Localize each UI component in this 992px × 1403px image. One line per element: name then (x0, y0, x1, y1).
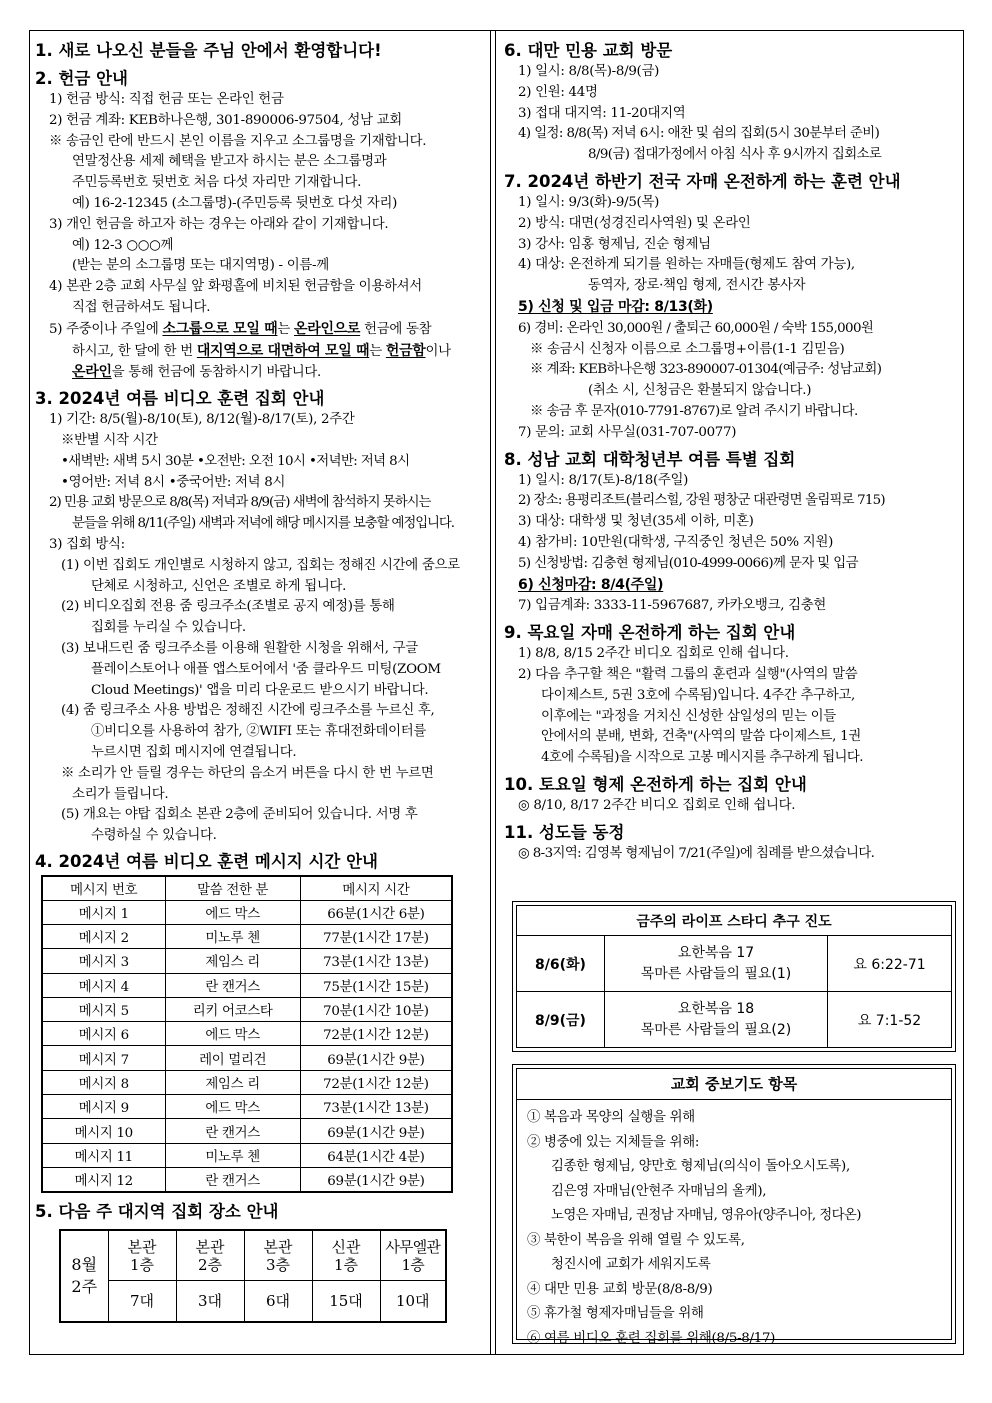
left-column (35, 37, 485, 1323)
training-line: (3) 보내드린 줌 링크주소를 이용해 원활한 시청을 위해서, 구글 (61, 640, 418, 656)
table-cell: 에드 막스 (165, 1095, 300, 1119)
place-value: 10대 (380, 1281, 446, 1322)
table-cell: 레이 멀리건 (165, 1046, 300, 1070)
table-header: 메시지 시간 (300, 876, 452, 900)
table-cell: 메시지 8 (42, 1070, 165, 1094)
thursday-meeting-line: 다이제스트, 5권 3호에 수록됨)입니다. 4주간 추구하고, (541, 687, 855, 703)
place-header: 본관 2층 (176, 1230, 244, 1281)
place-header: 사무엘관 1층 (380, 1230, 446, 1281)
thursday-meeting-line: 2) 다음 추구할 책은 "활력 그룹의 훈련과 실행"(사역의 말씀 (518, 666, 858, 682)
table-header-row (42, 876, 452, 900)
table-row (42, 1046, 452, 1070)
sisters-training-line: 2) 방식: 대면(성경진리사역원) 및 온라인 (518, 215, 751, 231)
table-cell: 64분(1시간 4분) (300, 1143, 452, 1167)
section-5-title: 5. 다음 주 대지역 집회 장소 안내 (35, 1201, 279, 1221)
training-line: ①비디오를 사용하여 참가, ②WIFI 또는 휴대전화데이터를 (91, 724, 427, 740)
offering-line: 하시고, 한 달에 한 번 대지역으로 대면하여 모일 때는 헌금함이나 (72, 342, 451, 359)
offering-line: 예) 16-2-12345 (소그룹명)-(주민등록 뒷번호 다섯 자리) (72, 195, 397, 211)
table-cell: 메시지 5 (42, 997, 165, 1021)
sisters-training-line: (취소 시, 신청금은 환불되지 않습니다.) (588, 383, 812, 399)
section-6-title: 6. 대만 민용 교회 방문 (504, 41, 673, 60)
training-line: 누르시면 집회 메시지에 연결됩니다. (91, 744, 297, 760)
meeting-place-table (59, 1229, 447, 1323)
training-line: (2) 비디오집회 전용 줌 링크주소(조별로 공지 예정)를 통해 (61, 599, 395, 615)
visit-line: 2) 인원: 44명 (518, 84, 598, 100)
place-value: 6대 (244, 1281, 312, 1322)
table-cell: 메시지 4 (42, 973, 165, 997)
training-line: (1) 이번 집회도 개인별로 시청하지 않고, 집회는 정해진 시간에 줌으로 (61, 557, 460, 573)
sisters-training-deadline: 5) 신청 및 입금 마감: 8/13(화) (518, 298, 713, 315)
youth-meeting-deadline: 6) 신청마감: 8/4(주일) (518, 576, 664, 593)
offering-line: 직접 헌금하셔도 됩니다. (72, 299, 211, 315)
table-row (42, 1070, 452, 1094)
offering-line: 2) 헌금 계좌: KEB하나은행, 301-890006-97504, 성남 교회 (49, 112, 402, 128)
sisters-training-line: 6) 경비: 온라인 30,000원 / 출퇴근 60,000원 / 숙박 155,000원 (518, 320, 874, 336)
place-header: 신관 1층 (312, 1230, 380, 1281)
study-ref: 요 6:22-71 (828, 936, 952, 992)
table-cell: 73분(1시간 13분) (300, 1095, 452, 1119)
study-date: 8/9(금) (517, 992, 605, 1048)
study-topic: 요한복음 18 목마른 사람들의 필요(2) (605, 992, 828, 1048)
visit-line: 1) 일시: 8/8(목)-8/9(금) (518, 64, 660, 79)
sisters-training-line: 4) 대상: 온전하게 되기를 원하는 자매들(형제도 참여 가능), (518, 257, 855, 273)
life-study-table (516, 905, 952, 1048)
section-3-title: 3. 2024년 여름 비디오 훈련 집회 안내 (35, 389, 325, 409)
table-cell: 메시지 2 (42, 924, 165, 948)
table-cell: 메시지 1 (42, 900, 165, 924)
table-cell: 75분(1시간 15분) (300, 973, 452, 997)
visit-line: 8/9(금) 접대가정에서 아침 식사 후 9시까지 집회소로 (588, 147, 882, 163)
offering-line: 주민등록번호 뒷번호 처음 다섯 자리만 기재합니다. (72, 175, 362, 191)
place-value: 3대 (176, 1281, 244, 1322)
visit-line: 4) 일정: 8/8(목) 저녁 6시: 애찬 및 쉼의 집회(5시 30분부터 준비) (518, 126, 880, 142)
life-study-box (512, 901, 956, 1052)
table-row (42, 900, 452, 924)
column-divider (495, 31, 496, 1354)
youth-meeting-line: 5) 신청방법: 김충현 형제님(010-4999-0066)께 문자 및 입금 (518, 555, 858, 571)
sisters-training-line: ※ 송금시 신청자 이름으로 소그룹명+이름(1-1 김믿음) (530, 341, 845, 357)
table-cell: 란 캔거스 (165, 1167, 300, 1191)
section-11-title: 11. 성도들 동정 (504, 822, 625, 842)
visit-line: 3) 접대 대지역: 11-20대지역 (518, 105, 686, 121)
table-row (42, 1095, 452, 1119)
table-cell: 메시지 12 (42, 1167, 165, 1191)
table-cell: 72분(1시간 12분) (300, 1022, 452, 1046)
sisters-training-line: 7) 문의: 교회 사무실(031-707-0077) (518, 424, 737, 440)
right-column (504, 37, 960, 1346)
thursday-meeting-line: 안에서의 분배, 변화, 건축"(사역의 말씀 다이제스트, 1권 (541, 729, 861, 745)
sisters-training-line: ※ 송금 후 문자(010-7791-8767)로 알려 주시기 바랍니다. (530, 403, 858, 419)
section-4-title: 4. 2024년 여름 비디오 훈련 메시지 시간 안내 (35, 851, 378, 871)
offering-line: (받는 분의 소그룹명 또는 대지역명) - 이름-께 (72, 258, 329, 274)
youth-meeting-line: 7) 입금계좌: 3333-11-5967687, 카카오뱅크, 김충현 (518, 598, 827, 614)
training-line: 3) 집회 방식: (49, 536, 125, 552)
table-cell: 메시지 7 (42, 1046, 165, 1070)
thursday-meeting-line: 이후에는 "과정을 거치신 신성한 삼일성의 믿는 이들 (541, 708, 836, 724)
table-cell: 메시지 11 (42, 1143, 165, 1167)
study-ref: 요 7:1-52 (828, 992, 952, 1048)
youth-meeting-line: 4) 참가비: 10만원(대학생, 구직중인 청년은 50% 지원) (518, 534, 834, 550)
training-line: Cloud Meetings)' 앱을 미리 다운로드 받으시기 바랍니다. (91, 682, 429, 698)
table-cell: 73분(1시간 13분) (300, 949, 452, 973)
training-line: (4) 줌 링크주소 사용 방법은 정해진 시간에 링크주소를 누르신 후, (61, 703, 435, 719)
table-cell: 미노루 첸 (165, 1143, 300, 1167)
table-cell: 69분(1시간 9분) (300, 1046, 452, 1070)
prayer-item: ① 복음과 목양의 실행을 위해 (527, 1110, 695, 1125)
table-cell: 에드 막스 (165, 900, 300, 924)
study-date: 8/6(화) (517, 936, 605, 992)
training-line: ※반별 시작 시간 (61, 432, 158, 448)
youth-meeting-line: 3) 대상: 대학생 및 청년(35세 이하, 미혼) (518, 514, 754, 530)
table-cell: 메시지 3 (42, 949, 165, 973)
table-row (42, 997, 452, 1021)
column-divider (490, 31, 491, 1354)
section-2-title: 2. 헌금 안내 (35, 69, 128, 88)
training-line: 분들을 위해 8/11(주일) 새벽과 저녁에 해당 메시지를 보충할 예정입니다. (72, 516, 454, 532)
table-cell: 란 캔거스 (165, 973, 300, 997)
table-cell: 72분(1시간 12분) (300, 1070, 452, 1094)
training-line: 집회를 누리실 수 있습니다. (91, 620, 246, 636)
place-header: 본관 1층 (108, 1230, 176, 1281)
table-header: 메시지 번호 (42, 876, 165, 900)
saturday-meeting-line: ◎ 8/10, 8/17 2주간 비디오 집회로 인해 쉽니다. (518, 797, 796, 813)
offering-line: 5) 주중이나 주일에 소그룹으로 모일 때는 온라인으로 헌금에 동참 (49, 320, 432, 337)
sisters-training-line: 동역자, 장로·책임 형제, 전시간 봉사자 (588, 278, 806, 294)
table-cell: 란 캔거스 (165, 1119, 300, 1143)
table-row (42, 1143, 452, 1167)
message-time-table (41, 875, 453, 1193)
prayer-item: ⑤ 휴가철 형제자매님들을 위해 (527, 1306, 704, 1321)
youth-meeting-line: 1) 일시: 8/17(토)-8/18(주일) (518, 472, 689, 488)
training-line: •영어반: 저녁 8시 •중국어반: 저녁 8시 (61, 474, 286, 490)
table-cell: 리키 어코스타 (165, 997, 300, 1021)
table-cell: 에드 막스 (165, 1022, 300, 1046)
table-header: 말씀 전한 분 (165, 876, 300, 900)
table-row (42, 1119, 452, 1143)
training-line: 1) 기간: 8/5(월)-8/10(토), 8/12(월)-8/17(토), 2주간 (49, 412, 355, 428)
table-cell: 메시지 6 (42, 1022, 165, 1046)
section-7-title: 7. 2024년 하반기 전국 자매 온전하게 하는 훈련 안내 (504, 171, 901, 191)
table-cell: 66분(1시간 6분) (300, 900, 452, 924)
place-value: 15대 (312, 1281, 380, 1322)
sisters-training-line: 1) 일시: 9/3(화)-9/5(목) (518, 194, 660, 210)
life-study-title: 금주의 라이프 스타디 추구 진도 (517, 906, 952, 936)
table-cell: 69분(1시간 9분) (300, 1119, 452, 1143)
offering-line: 4) 본관 2층 교회 사무실 앞 화평홀에 비치된 헌금함을 이용하셔서 (49, 279, 422, 295)
month-week-cell: 8월 2주 (60, 1230, 108, 1322)
section-1-title: 1. 새로 나오신 분들을 주님 안에서 환영합니다! (35, 41, 382, 60)
table-row (42, 1022, 452, 1046)
training-line: 수령하실 수 있습니다. (91, 828, 217, 844)
prayer-item: ⑥ 여름 비디오 훈련 집회를 위해(8/5-8/17) (527, 1330, 776, 1346)
prayer-title: 교회 중보기도 항목 (517, 1069, 951, 1100)
place-value: 7대 (108, 1281, 176, 1322)
table-cell: 미노루 첸 (165, 924, 300, 948)
prayer-item: ③ 북한이 복음을 위해 열릴 수 있도록, (527, 1232, 745, 1248)
training-line: (5) 개요는 야탑 집회소 본관 2층에 준비되어 있습니다. 서명 후 (61, 807, 418, 823)
prayer-item: ④ 대만 민용 교회 방문(8/8-8/9) (527, 1281, 713, 1297)
sisters-training-line: 3) 강사: 임홍 형제님, 진순 형제님 (518, 236, 711, 252)
bulletin-page (29, 30, 964, 1355)
prayer-item: 김은영 자매님(안현주 자매님의 올케), (551, 1183, 767, 1199)
sisters-training-line: ※ 계좌: KEB하나은행 323-890007-01304(예금주: 성남교회) (530, 362, 882, 378)
table-cell: 70분(1시간 10분) (300, 997, 452, 1021)
offering-line: 연말정산용 세제 혜택을 받고자 하시는 분은 소그룹명과 (72, 154, 387, 170)
table-cell: 77분(1시간 17분) (300, 924, 452, 948)
table-row (42, 973, 452, 997)
table-cell: 제임스 리 (165, 1070, 300, 1094)
table-row (42, 924, 452, 948)
table-cell: 69분(1시간 9분) (300, 1167, 452, 1191)
prayer-item: 청진시에 교회가 세워지도록 (551, 1257, 711, 1272)
training-line: •새벽반: 새벽 5시 30분 •오전반: 오전 10시 •저녁반: 저녁 8시 (61, 453, 410, 469)
table-row (42, 949, 452, 973)
thursday-meeting-line: 1) 8/8, 8/15 2주간 비디오 집회로 인해 쉽니다. (518, 646, 789, 662)
prayer-item: ② 병중에 있는 지체들을 위해: (527, 1134, 700, 1150)
section-9-title: 9. 목요일 자매 온전하게 하는 집회 안내 (504, 623, 796, 643)
training-line: 2) 민용 교회 방문으로 8/8(목) 저녁과 8/9(금) 새벽에 참석하지 못하시는 (49, 495, 431, 511)
offering-line: 온라인을 통해 헌금에 동참하시기 바랍니다. (72, 364, 321, 381)
training-line: ※ 소리가 안 들릴 경우는 하단의 음소거 버튼을 다시 한 번 누르면 (61, 765, 434, 781)
study-topic: 요한복음 17 목마른 사람들의 필요(1) (605, 936, 828, 992)
table-cell: 메시지 9 (42, 1095, 165, 1119)
saints-news-line: ◎ 8-3지역: 김영복 형제님이 7/21(주일)에 침례를 받으셨습니다. (518, 845, 875, 861)
table-cell: 제임스 리 (165, 949, 300, 973)
training-line: 단체로 시청하고, 신언은 조별로 하게 됩니다. (91, 578, 347, 594)
table-cell: 메시지 10 (42, 1119, 165, 1143)
prayer-list (517, 1100, 951, 1351)
training-line: 소리가 들립니다. (72, 786, 169, 802)
offering-line: 예) 12-3 ○○○께 (72, 237, 174, 253)
prayer-box (512, 1064, 956, 1344)
prayer-item: 김종한 형제님, 양만호 형제님(의식이 돌아오시도록), (551, 1159, 850, 1174)
place-header: 본관 3층 (244, 1230, 312, 1281)
table-row (42, 1167, 452, 1191)
youth-meeting-line: 2) 장소: 용평리조트(블리스힐, 강원 평창군 대관령면 올림픽로 715) (518, 493, 885, 509)
thursday-meeting-line: 4호에 수록됨)을 시작으로 고봉 메시지를 추구하게 됩니다. (541, 750, 863, 766)
offering-line: ※ 송금인 란에 반드시 본인 이름을 지우고 소그룹명을 기재합니다. (49, 133, 427, 149)
prayer-item: 노영은 자매님, 권정남 자매님, 영유아(양주니아, 정다온) (551, 1208, 861, 1223)
section-8-title: 8. 성남 교회 대학청년부 여름 특별 집회 (504, 449, 796, 469)
offering-line: 1) 헌금 방식: 직접 헌금 또는 온라인 헌금 (49, 92, 284, 107)
training-line: 플레이스토어나 애플 앱스토어에서 '줌 클라우드 미팅(ZOOM (91, 661, 441, 677)
offering-line: 3) 개인 헌금을 하고자 하는 경우는 아래와 같이 기재합니다. (49, 216, 389, 232)
section-10-title: 10. 토요일 형제 온전하게 하는 집회 안내 (504, 774, 807, 794)
